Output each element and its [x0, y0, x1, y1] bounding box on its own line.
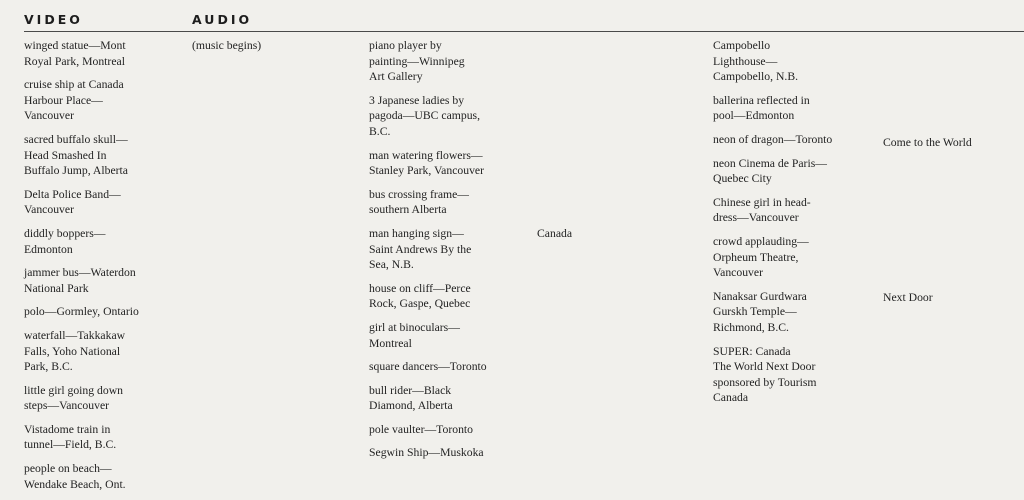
video-entry-line: waterfall—Takkakaw — [24, 328, 126, 342]
video-entry-line: Montreal — [369, 336, 412, 350]
video-entry-line: man watering flowers— — [369, 148, 483, 162]
video-entry-line: Head Smashed In — [24, 148, 107, 162]
video-entry-line: pool—Edmonton — [713, 109, 795, 123]
video-entry-line: little girl going down — [24, 383, 124, 397]
video-entry-line: Royal Park, Montreal — [24, 54, 125, 68]
video-entry-line: tunnel—Field, B.C. — [24, 438, 117, 452]
video-entry-line: National Park — [24, 281, 89, 295]
video-entry-line: bull rider—Black — [369, 383, 452, 397]
video-entry — [24, 461, 139, 492]
video-entry-line: Buffalo Jump, Alberta — [24, 164, 128, 178]
video-entry-line: 3 Japanese ladies by — [369, 93, 465, 107]
video-entry-line: steps—Vancouver — [24, 399, 110, 413]
video-entry-line: Segwin Ship—Muskoka — [369, 446, 484, 460]
video-entry — [24, 132, 139, 179]
video-entry-line: Campobello, N.B. — [713, 70, 799, 84]
video-entry-line: Diamond, Alberta — [369, 399, 453, 413]
video-entry-line: crowd applauding— — [713, 234, 809, 248]
video-entry-line: dress—Vancouver — [713, 211, 799, 225]
video-entry — [369, 38, 487, 85]
video-entry — [24, 328, 139, 375]
video-entry-line: Canada — [713, 391, 749, 405]
video-entry-line: sponsored by Tourism — [713, 375, 817, 389]
video-entry — [369, 422, 487, 438]
video-column-3 — [713, 38, 832, 414]
video-entry — [24, 187, 139, 218]
video-entry — [369, 93, 487, 140]
audio-music-begins: (music begins) — [192, 39, 262, 52]
video-entry — [713, 344, 832, 406]
video-entry-line: Park, B.C. — [24, 360, 73, 374]
video-entry — [24, 304, 139, 320]
video-entry — [369, 320, 487, 351]
video-entry-line: Edmonton — [24, 242, 73, 256]
video-entry — [713, 38, 832, 85]
video-entry — [369, 281, 487, 312]
video-entry-line: Sea, N.B. — [369, 258, 414, 272]
video-entry — [369, 187, 487, 218]
video-entry — [713, 93, 832, 124]
video-entry-line: pole vaulter—Toronto — [369, 422, 474, 436]
video-entry-line: Richmond, B.C. — [713, 320, 789, 334]
video-entry-line: Gurskh Temple— — [713, 305, 797, 319]
video-column-2 — [369, 38, 487, 469]
video-entry-line: B.C. — [369, 124, 391, 138]
video-entry-line: girl at binoculars— — [369, 320, 460, 334]
video-entry-line: Vancouver — [24, 109, 74, 123]
video-entry — [713, 156, 832, 187]
video-entry-line: Vistadome train in — [24, 422, 111, 436]
video-entry-line: Vancouver — [713, 266, 763, 280]
video-entry-line: jammer bus—Waterdon — [24, 266, 136, 280]
video-entry-line: Wendake Beach, Ont. — [24, 477, 126, 491]
video-entry — [24, 38, 139, 69]
video-entry — [369, 359, 487, 375]
video-entry-line: Campobello — [713, 39, 771, 52]
video-entry-line: diddly boppers— — [24, 226, 106, 240]
video-entry-line: people on beach— — [24, 462, 112, 476]
video-entry-line: Nanaksar Gurdwara — [713, 289, 807, 303]
video-entry — [369, 445, 487, 461]
video-entry-line: Stanley Park, Vancouver — [369, 164, 485, 178]
audio-come-to-the-world: Come to the World — [883, 136, 972, 149]
video-entry — [713, 234, 832, 281]
video-entry-line: Art Gallery — [369, 70, 423, 84]
audio-canada: Canada — [537, 227, 573, 240]
video-entry — [369, 148, 487, 179]
video-entry — [24, 422, 139, 453]
video-entry — [369, 226, 487, 273]
audio-header: AUDIO — [192, 12, 253, 27]
video-entry — [713, 195, 832, 226]
video-entry-line: Delta Police Band— — [24, 187, 121, 201]
video-entry-line: Rock, Gaspe, Quebec — [369, 297, 471, 311]
video-entry — [713, 132, 832, 148]
video-header: VIDEO — [24, 12, 83, 27]
video-entry-line: bus crossing frame— — [369, 187, 469, 201]
video-entry — [24, 77, 139, 124]
video-entry-line: SUPER: Canada — [713, 344, 791, 358]
video-entry-line: neon Cinema de Paris— — [713, 156, 827, 170]
video-entry-line: man hanging sign— — [369, 226, 464, 240]
video-entry — [24, 265, 139, 296]
video-entry-line: square dancers—Toronto — [369, 360, 487, 374]
video-entry-line: pagoda—UBC campus, — [369, 109, 481, 123]
header-rule — [24, 31, 1024, 32]
video-entry-line: Lighthouse— — [713, 54, 778, 68]
video-entry-line: Saint Andrews By the — [369, 242, 472, 256]
video-entry-line: winged statue—Mont — [24, 39, 126, 52]
video-entry-line: Vancouver — [24, 203, 74, 217]
video-entry-line: polo—Gormley, Ontario — [24, 305, 139, 319]
video-entry-line: Orpheum Theatre, — [713, 250, 799, 264]
video-entry — [24, 226, 139, 257]
video-entry-line: ballerina reflected in — [713, 93, 810, 107]
video-entry-line: piano player by — [369, 39, 442, 52]
video-entry — [713, 289, 832, 336]
video-column-1 — [24, 38, 139, 500]
video-entry-line: Harbour Place— — [24, 93, 103, 107]
audio-next-door: Next Door — [883, 291, 933, 304]
video-entry-line: painting—Winnipeg — [369, 54, 465, 68]
video-entry-line: neon of dragon—Toronto — [713, 132, 833, 146]
video-entry-line: Quebec City — [713, 172, 772, 186]
video-entry — [24, 383, 139, 414]
video-entry-line: The World Next Door — [713, 360, 816, 374]
video-entry-line: house on cliff—Perce — [369, 281, 471, 295]
video-entry-line: cruise ship at Canada — [24, 78, 124, 92]
video-entry-line: sacred buffalo skull— — [24, 132, 128, 146]
video-entry-line: southern Alberta — [369, 203, 447, 217]
video-entry-line: Falls, Yoho National — [24, 344, 121, 358]
video-entry — [369, 383, 487, 414]
video-entry-line: Chinese girl in head- — [713, 195, 811, 209]
